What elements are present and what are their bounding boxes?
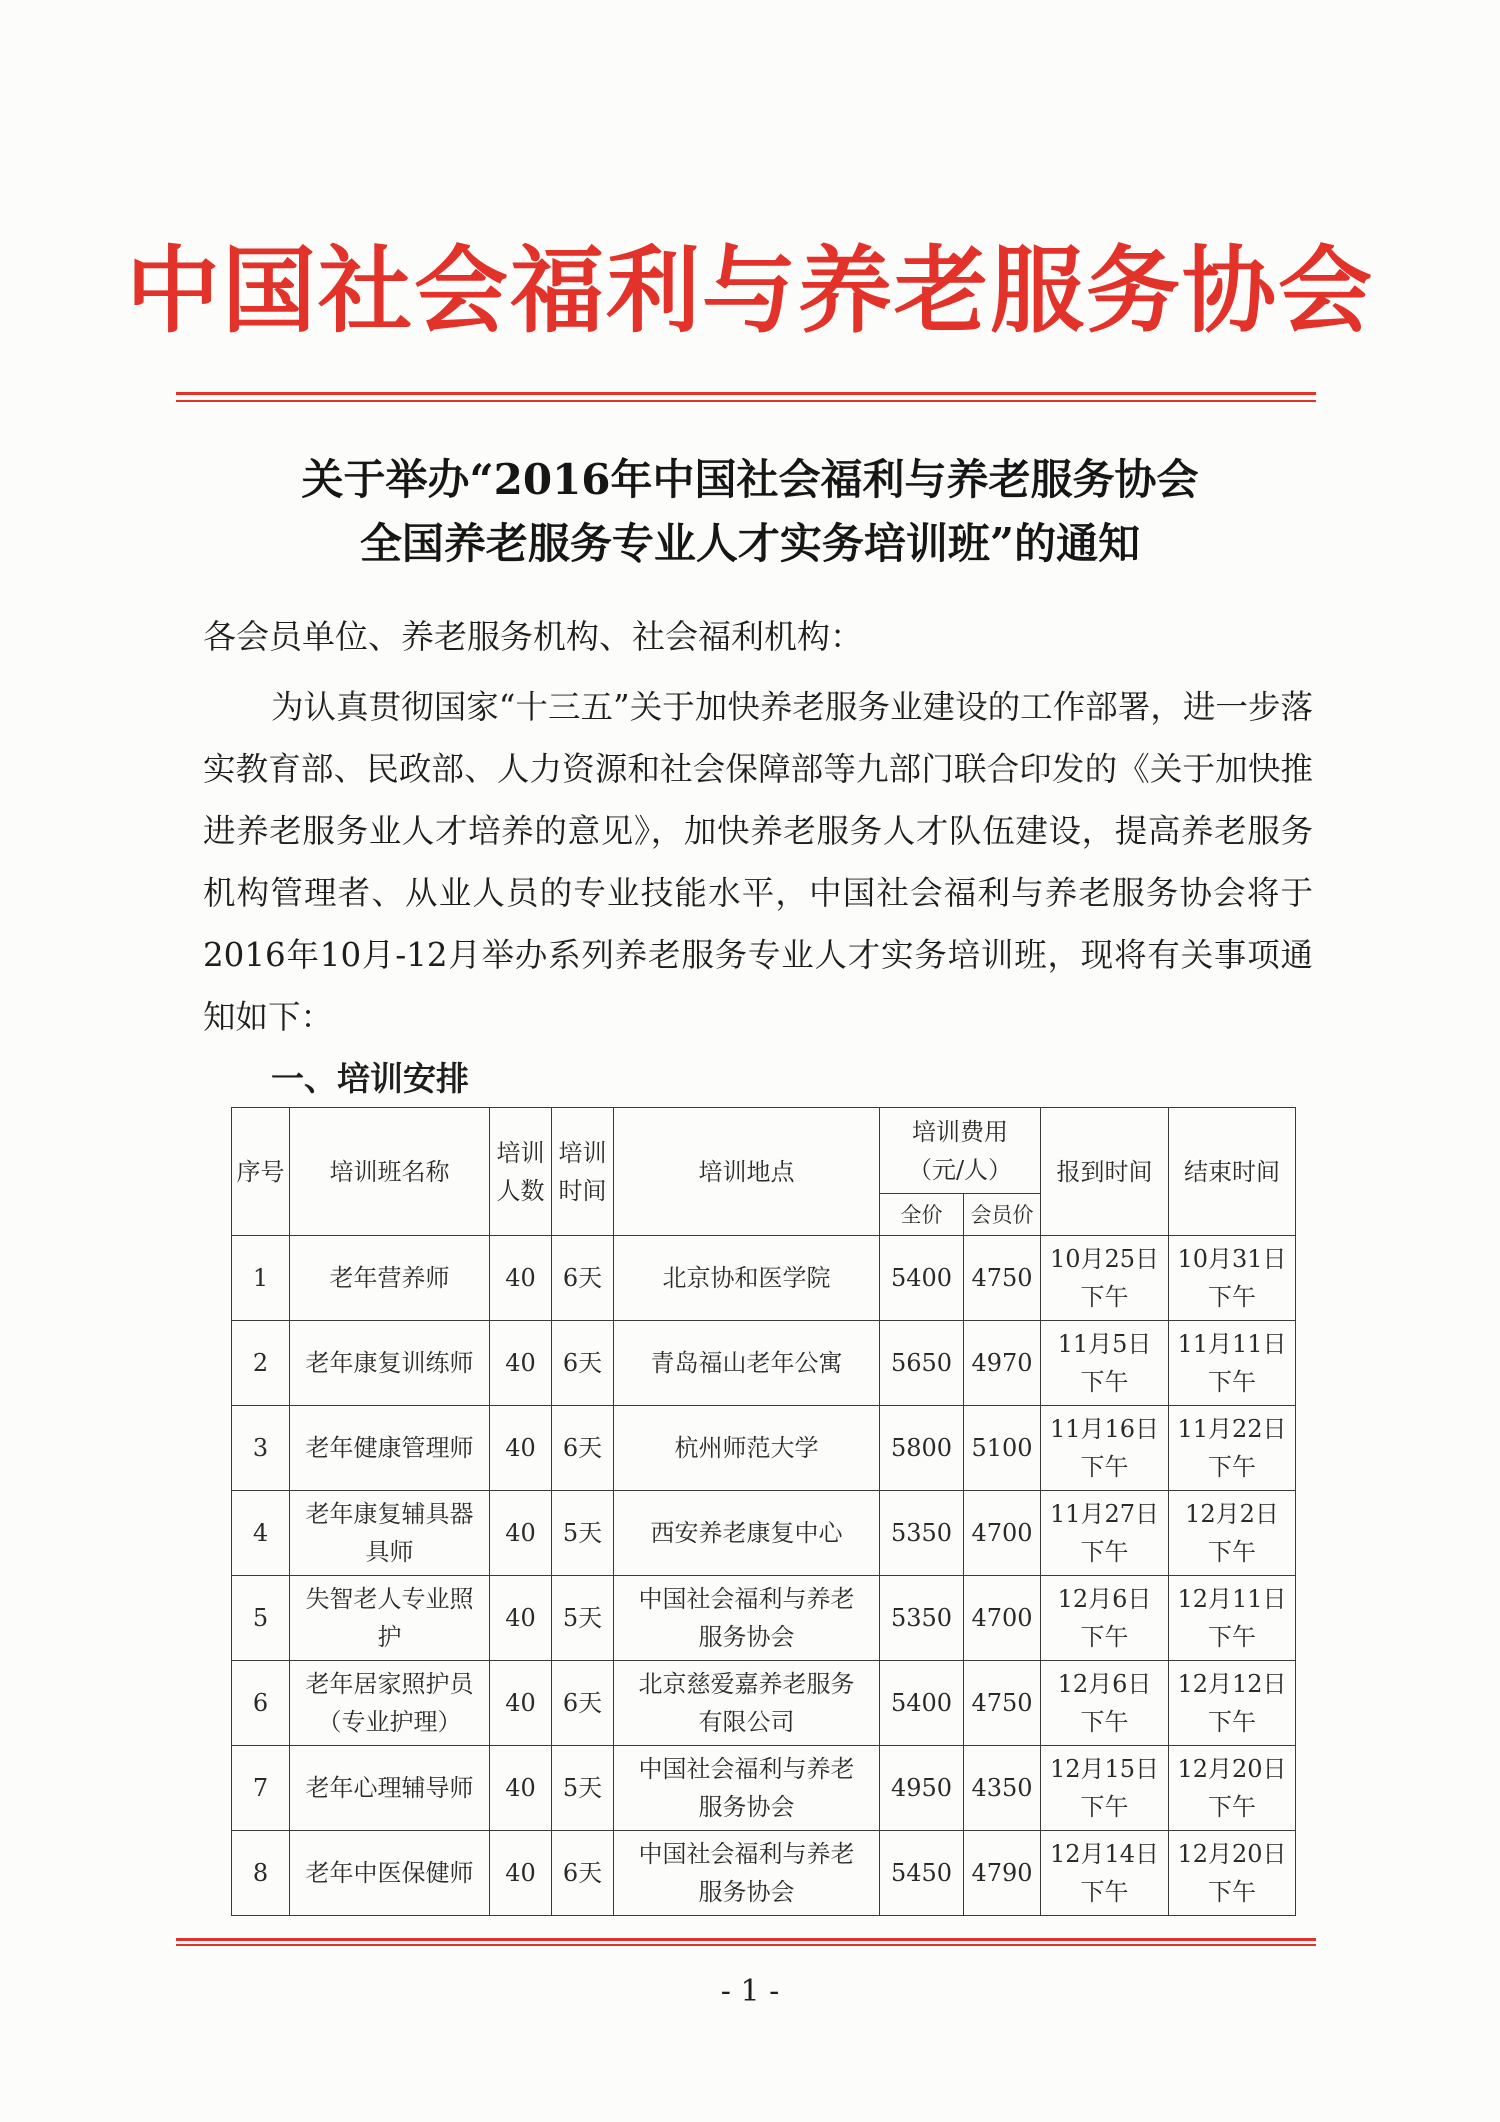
row-member-price: 4750 <box>964 1236 1041 1321</box>
table-row <box>232 1491 1296 1576</box>
row-register-date: 12月14日 <box>1049 1840 1160 1868</box>
row-register-time <box>1041 1576 1169 1661</box>
salutation: 各会员单位、养老服务机构、社会福利机构： <box>203 617 863 656</box>
row-end-date: 12月20日 <box>1177 1840 1287 1868</box>
row-index: 8 <box>232 1831 290 1916</box>
footer-divider <box>176 1938 1316 1946</box>
row-register-date: 12月6日 <box>1057 1585 1152 1613</box>
row-class-name <box>290 1406 490 1491</box>
row-duration: 6天 <box>552 1321 614 1406</box>
row-class-name <box>290 1661 490 1746</box>
row-end-time <box>1169 1831 1296 1916</box>
row-location <box>614 1236 880 1321</box>
row-end-period: 下午 <box>1208 1368 1256 1396</box>
row-end-period: 下午 <box>1208 1453 1256 1481</box>
row-register-date: 11月5日 <box>1057 1330 1152 1358</box>
row-location <box>614 1406 880 1491</box>
row-register-period: 下午 <box>1080 1453 1129 1481</box>
body-paragraph: 为认真贯彻国家“十三五”关于加快养老服务业建设的工作部署，进一步落实教育部、民政部、人力资源和社会保障部等九部门联合印发的《关于加快推进养老服务业人才培养的意见》，加快养老服务人才队伍建设，提高养老服务机构管理者、从业人员的专业技能水平，中国社会福利与养老服务协会将于2016年10月-12月举办系列养老服务专业人才实务培训班，现将有关事项通知如下： <box>203 688 1313 1036</box>
row-class-name <box>290 1491 490 1576</box>
row-headcount: 40 <box>490 1576 552 1661</box>
row-headcount: 40 <box>490 1831 552 1916</box>
row-end-time <box>1169 1576 1296 1661</box>
row-register-time <box>1041 1661 1169 1746</box>
table-row <box>232 1831 1296 1916</box>
row-location-line-2: 服务协会 <box>698 1878 795 1906</box>
row-location-line-1: 西安养老康复中心 <box>650 1519 843 1547</box>
page-number: - 1 - <box>720 1974 780 2009</box>
header-duration-line-1: 培训 <box>558 1138 607 1167</box>
header-headcount-line-1: 培训 <box>496 1138 545 1167</box>
row-end-time <box>1169 1321 1296 1406</box>
row-full-price: 5800 <box>880 1406 964 1491</box>
row-location <box>614 1661 880 1746</box>
row-register-date: 12月6日 <box>1057 1670 1152 1698</box>
header-duration <box>552 1108 614 1236</box>
header-fee-line-1: 培训费用 <box>912 1117 1008 1146</box>
header-fee <box>880 1108 1041 1194</box>
row-end-period: 下午 <box>1208 1878 1256 1906</box>
row-class-name-line-1: 老年康复训练师 <box>305 1349 474 1377</box>
row-end-date: 11月22日 <box>1177 1415 1287 1443</box>
table-row <box>232 1746 1296 1831</box>
notice-title <box>0 448 1500 576</box>
row-index: 3 <box>232 1406 290 1491</box>
row-full-price: 5450 <box>880 1831 964 1916</box>
row-end-date: 12月11日 <box>1177 1585 1287 1613</box>
row-index: 7 <box>232 1746 290 1831</box>
row-index: 1 <box>232 1236 290 1321</box>
row-full-price: 5650 <box>880 1321 964 1406</box>
row-register-time <box>1041 1406 1169 1491</box>
row-class-name-line-1: 老年心理辅导师 <box>305 1774 474 1802</box>
row-location-line-2: 有限公司 <box>698 1708 795 1736</box>
row-duration: 6天 <box>552 1831 614 1916</box>
row-class-name-line-1: 老年居家照护员 <box>305 1670 474 1698</box>
table-row <box>232 1576 1296 1661</box>
row-register-time <box>1041 1321 1169 1406</box>
row-location <box>614 1831 880 1916</box>
row-class-name <box>290 1236 490 1321</box>
row-register-period: 下午 <box>1080 1283 1129 1311</box>
row-register-time <box>1041 1831 1169 1916</box>
row-register-date: 11月27日 <box>1049 1500 1160 1528</box>
header-location: 培训地点 <box>614 1108 880 1236</box>
row-index: 2 <box>232 1321 290 1406</box>
header-fee-line-2: （元/人） <box>907 1155 1013 1184</box>
table-row <box>232 1321 1296 1406</box>
row-duration: 6天 <box>552 1661 614 1746</box>
row-headcount: 40 <box>490 1236 552 1321</box>
row-member-price: 4750 <box>964 1661 1041 1746</box>
row-end-date: 12月20日 <box>1177 1755 1287 1783</box>
section-heading-training-schedule: 一、培训安排 <box>271 1059 469 1098</box>
header-end-time: 结束时间 <box>1169 1108 1296 1236</box>
table-row <box>232 1661 1296 1746</box>
notice-title-line-1: 关于举办“2016年中国社会福利与养老服务协会 <box>301 455 1199 504</box>
row-register-period: 下午 <box>1080 1793 1129 1821</box>
row-end-period: 下午 <box>1208 1623 1256 1651</box>
organization-letterhead: 中国社会福利与养老服务协会 <box>125 236 1374 346</box>
row-class-name-line-2: 护 <box>377 1623 402 1651</box>
header-headcount <box>490 1108 552 1236</box>
row-class-name <box>290 1746 490 1831</box>
row-location-line-1: 中国社会福利与养老 <box>638 1840 855 1868</box>
row-end-date: 11月11日 <box>1177 1330 1287 1358</box>
row-location-line-1: 青岛福山老年公寓 <box>650 1349 843 1377</box>
header-headcount-line-2: 人数 <box>496 1176 545 1205</box>
training-schedule-table <box>231 1107 1296 1916</box>
row-member-price: 4790 <box>964 1831 1041 1916</box>
row-end-time <box>1169 1746 1296 1831</box>
row-register-period: 下午 <box>1080 1538 1129 1566</box>
row-full-price: 5350 <box>880 1491 964 1576</box>
row-duration: 5天 <box>552 1491 614 1576</box>
row-duration: 6天 <box>552 1406 614 1491</box>
row-register-time <box>1041 1236 1169 1321</box>
row-location-line-1: 中国社会福利与养老 <box>638 1755 855 1783</box>
row-duration: 5天 <box>552 1746 614 1831</box>
row-member-price: 4970 <box>964 1321 1041 1406</box>
row-end-time <box>1169 1661 1296 1746</box>
row-end-date: 12月2日 <box>1185 1500 1279 1528</box>
row-class-name-line-2: （专业护理） <box>317 1708 462 1736</box>
row-full-price: 5400 <box>880 1661 964 1746</box>
header-duration-line-2: 时间 <box>558 1176 607 1205</box>
row-index: 4 <box>232 1491 290 1576</box>
row-register-time <box>1041 1746 1169 1831</box>
row-class-name-line-1: 失智老人专业照 <box>305 1585 474 1613</box>
table-row <box>232 1406 1296 1491</box>
row-end-time <box>1169 1491 1296 1576</box>
row-duration: 5天 <box>552 1576 614 1661</box>
row-class-name-line-1: 老年康复辅具器 <box>305 1500 474 1528</box>
row-member-price: 5100 <box>964 1406 1041 1491</box>
row-member-price: 4700 <box>964 1576 1041 1661</box>
row-member-price: 4700 <box>964 1491 1041 1576</box>
row-end-time <box>1169 1406 1296 1491</box>
row-class-name <box>290 1576 490 1661</box>
letterhead-divider <box>176 392 1316 402</box>
row-headcount: 40 <box>490 1321 552 1406</box>
row-class-name-line-2: 具师 <box>365 1538 414 1566</box>
row-location-line-2: 服务协会 <box>698 1793 795 1821</box>
row-register-date: 11月16日 <box>1049 1415 1160 1443</box>
row-end-date: 12月12日 <box>1177 1670 1287 1698</box>
table-body <box>232 1236 1296 1916</box>
row-register-period: 下午 <box>1080 1368 1129 1396</box>
row-location <box>614 1576 880 1661</box>
row-location <box>614 1491 880 1576</box>
row-end-date: 10月31日 <box>1177 1245 1287 1273</box>
row-headcount: 40 <box>490 1491 552 1576</box>
row-location-line-1: 中国社会福利与养老 <box>638 1585 855 1613</box>
row-class-name-line-1: 老年健康管理师 <box>305 1434 474 1462</box>
row-full-price: 5400 <box>880 1236 964 1321</box>
row-register-date: 12月15日 <box>1049 1755 1160 1783</box>
header-index: 序号 <box>232 1108 290 1236</box>
row-register-period: 下午 <box>1080 1878 1129 1906</box>
row-class-name-line-1: 老年中医保健师 <box>305 1859 474 1887</box>
row-headcount: 40 <box>490 1746 552 1831</box>
row-index: 6 <box>232 1661 290 1746</box>
row-class-name <box>290 1321 490 1406</box>
table-header-row <box>232 1108 1296 1194</box>
row-end-period: 下午 <box>1208 1708 1256 1736</box>
header-full-price: 全价 <box>880 1194 964 1236</box>
row-location-line-1: 杭州师范大学 <box>674 1434 819 1462</box>
row-end-period: 下午 <box>1208 1793 1256 1821</box>
row-location-line-1: 北京协和医学院 <box>662 1264 831 1292</box>
row-member-price: 4350 <box>964 1746 1041 1831</box>
row-register-date: 10月25日 <box>1049 1245 1160 1273</box>
row-location-line-2: 服务协会 <box>698 1623 795 1651</box>
header-member-price: 会员价 <box>964 1194 1041 1236</box>
row-full-price: 4950 <box>880 1746 964 1831</box>
row-end-period: 下午 <box>1208 1538 1256 1566</box>
row-location <box>614 1746 880 1831</box>
row-register-time <box>1041 1491 1169 1576</box>
row-index: 5 <box>232 1576 290 1661</box>
header-register-time: 报到时间 <box>1041 1108 1169 1236</box>
row-end-period: 下午 <box>1208 1283 1256 1311</box>
row-headcount: 40 <box>490 1406 552 1491</box>
row-end-time <box>1169 1236 1296 1321</box>
row-full-price: 5350 <box>880 1576 964 1661</box>
row-class-name <box>290 1831 490 1916</box>
table-row <box>232 1236 1296 1321</box>
notice-title-line-2: 全国养老服务专业人才实务培训班”的通知 <box>359 519 1141 568</box>
header-class-name: 培训班名称 <box>290 1108 490 1236</box>
row-register-period: 下午 <box>1080 1708 1129 1736</box>
row-location <box>614 1321 880 1406</box>
row-duration: 6天 <box>552 1236 614 1321</box>
row-headcount: 40 <box>490 1661 552 1746</box>
row-class-name-line-1: 老年营养师 <box>329 1264 450 1292</box>
row-location-line-1: 北京慈爱嘉养老服务 <box>638 1670 855 1698</box>
row-register-period: 下午 <box>1080 1623 1129 1651</box>
